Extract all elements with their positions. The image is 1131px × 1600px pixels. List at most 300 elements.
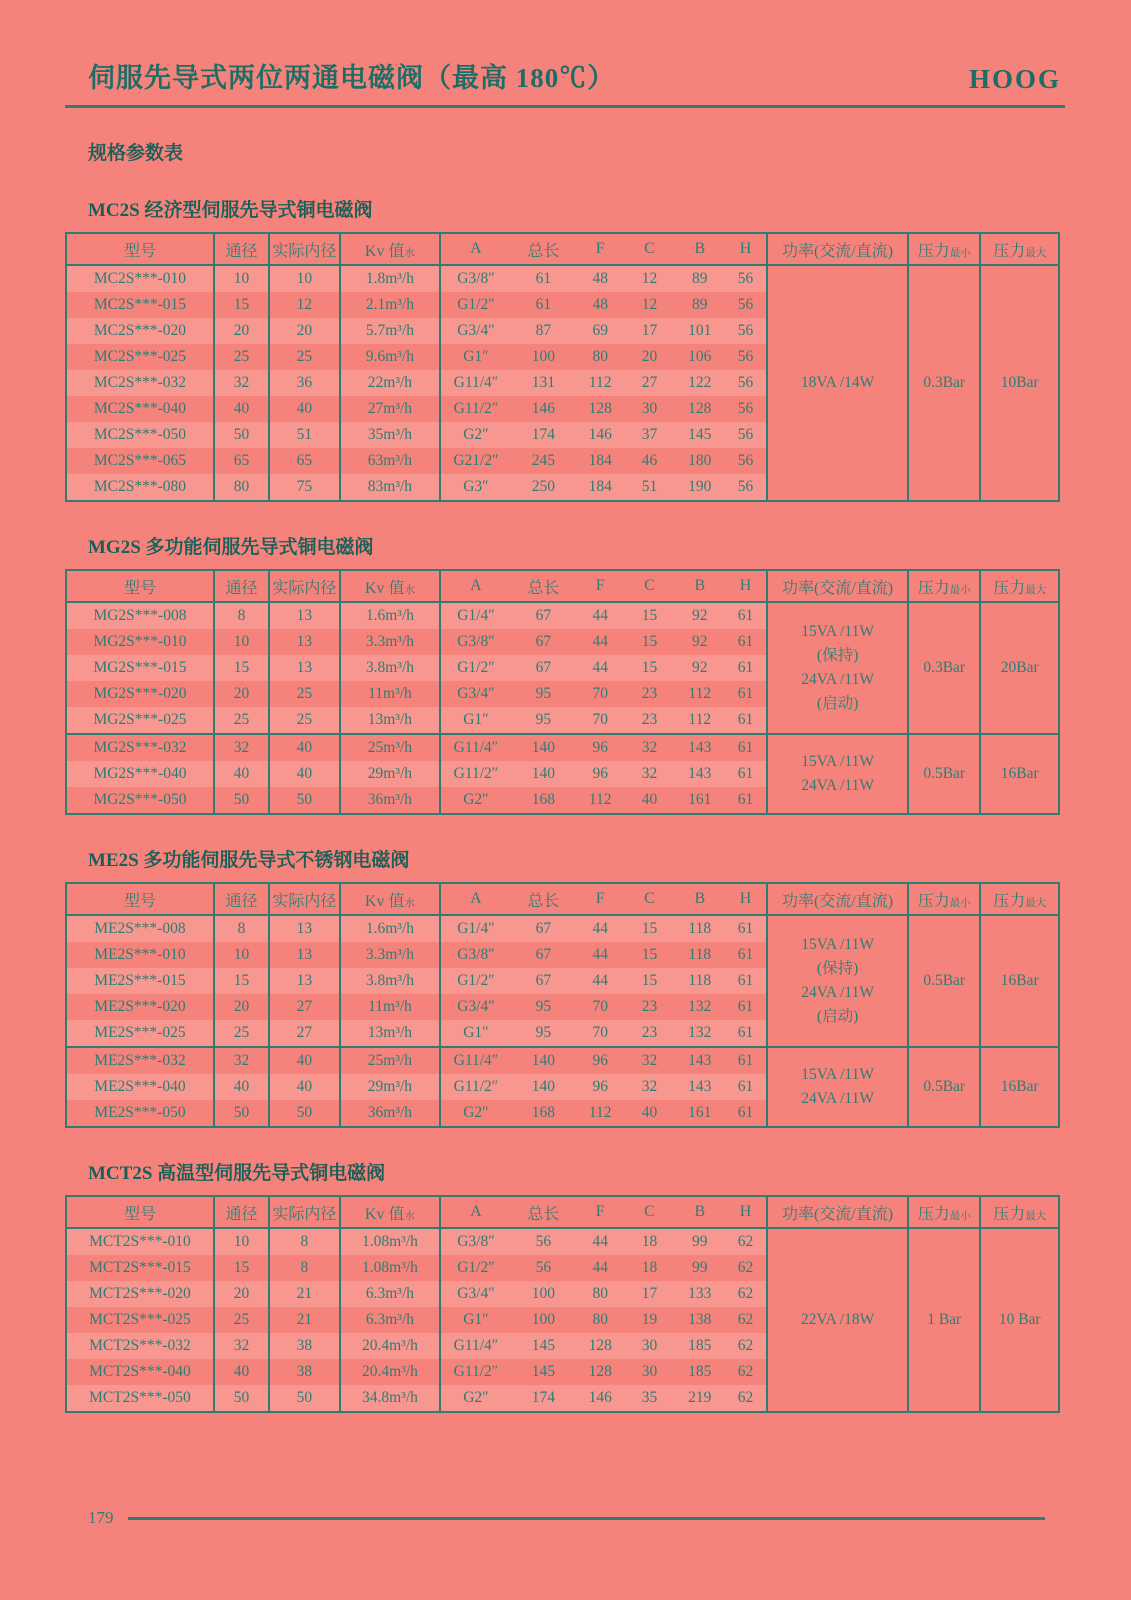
col-header-dim-c: C <box>624 1196 674 1228</box>
table-mount-mg2s <box>65 569 1065 815</box>
cell-dim-c: 30 <box>624 1333 674 1359</box>
cell-dim-f: 184 <box>576 474 624 501</box>
cell-pressure-max: 16Bar <box>980 915 1059 1047</box>
cell-dim-c: 46 <box>641 452 658 469</box>
cell-dim-total-length: 95 <box>535 998 552 1015</box>
cell-dn: 25 <box>214 707 269 734</box>
cell-dim-total-length: 100 <box>531 1311 555 1328</box>
spec-table <box>65 1195 1060 1413</box>
cell-pressure-max: 10 Bar <box>980 1228 1059 1412</box>
header-divider <box>65 105 1065 108</box>
cell-inner-diameter: 25 <box>269 344 339 370</box>
table-row <box>66 734 1059 761</box>
cell-dim-f: 44 <box>576 915 624 942</box>
cell-model: MC2S***-080 <box>66 474 214 501</box>
cell-dim-f: 44 <box>576 1228 624 1255</box>
cell-dim-c: 15 <box>624 655 674 681</box>
cell-inner-diameter: 40 <box>269 1074 339 1100</box>
cell-inner-diameter: 10 <box>269 265 339 292</box>
cell-inner-diameter: 50 <box>269 787 339 814</box>
cell-pressure-min: 0.5Bar <box>908 734 980 814</box>
cell-kv: 3.8m³/h <box>340 655 441 681</box>
cell-dim-c: 40 <box>641 1104 658 1121</box>
cell-model: MC2S***-015 <box>93 296 187 313</box>
col-header-power: 功率(交流/直流) <box>767 570 908 602</box>
cell-model: ME2S***-015 <box>66 968 214 994</box>
cell-dim-f: 80 <box>592 348 608 365</box>
cell-dim-c: 12 <box>641 296 658 313</box>
cell-dim-c: 20 <box>641 348 658 365</box>
cell-dim-total-length: 131 <box>511 370 576 396</box>
cell-kv: 35m³/h <box>340 422 441 448</box>
cell-inner-diameter: 13 <box>269 942 339 968</box>
cell-inner-diameter: 38 <box>269 1359 339 1385</box>
cell-kv: 6.3m³/h <box>340 1307 441 1333</box>
cell-dim-h: 56 <box>725 318 767 344</box>
cell-kv: 20.4m³/h <box>340 1333 441 1359</box>
cell-model: ME2S***-010 <box>94 946 186 963</box>
table-row <box>66 1047 1059 1074</box>
cell-dim-b: 118 <box>675 968 725 994</box>
cell-model: MC2S***-065 <box>93 452 187 469</box>
cell-model: MCT2S***-032 <box>66 1333 214 1359</box>
cell-dim-total-length: 67 <box>511 915 576 942</box>
col-header-dim-total-length: 总长 <box>511 233 576 265</box>
cell-dim-f: 146 <box>576 422 624 448</box>
cell-inner-diameter: 21 <box>269 1281 339 1307</box>
cell-dim-b: 92 <box>675 655 725 681</box>
cell-dim-c: 23 <box>641 998 658 1015</box>
cell-power: 15VA /11W 24VA /11W <box>767 734 908 814</box>
cell-dim-h: 61 <box>725 602 767 629</box>
cell-dn: 20 <box>214 318 269 344</box>
col-header-power: 功率(交流/直流) <box>767 233 908 265</box>
cell-dim-f: 70 <box>592 998 608 1015</box>
cell-dim-h: 61 <box>725 968 767 994</box>
cell-kv: 11m³/h <box>340 681 441 707</box>
cell-kv: 1.08m³/h <box>340 1228 441 1255</box>
cell-power: 15VA /11W (保持) 24VA /11W (启动) <box>767 915 908 1047</box>
cell-dim-total-length: 140 <box>511 761 576 787</box>
col-header-dim-b: B <box>675 233 725 265</box>
cell-dim-a: G1/4″ <box>440 602 510 629</box>
cell-dim-c: 37 <box>624 422 674 448</box>
cell-dim-h: 61 <box>725 1074 767 1100</box>
cell-dim-h: 61 <box>725 707 767 734</box>
table-row <box>66 1228 1059 1255</box>
footer-line <box>128 1517 1046 1520</box>
cell-dim-a: G3/8″ <box>440 942 510 968</box>
cell-pressure-min: 0.5Bar <box>908 1047 980 1127</box>
cell-model: MG2S***-025 <box>66 707 214 734</box>
cell-dim-b: 89 <box>675 265 725 292</box>
col-header-model: 型号 <box>66 1196 214 1228</box>
cell-model: ME2S***-020 <box>94 998 186 1015</box>
page-title: 伺服先导式两位两通电磁阀（最高 180℃） <box>88 63 616 93</box>
cell-inner-diameter: 13 <box>269 629 339 655</box>
spec-table <box>65 882 1060 1128</box>
cell-dim-total-length: 140 <box>511 734 576 761</box>
cell-kv: 3.3m³/h <box>340 629 441 655</box>
table-row <box>66 265 1059 292</box>
cell-dim-h: 61 <box>725 1020 767 1047</box>
col-header-dim-a: A <box>440 233 510 265</box>
col-header-dim-b: B <box>675 883 725 915</box>
cell-pressure-max: 16Bar <box>980 734 1059 814</box>
cell-inner-diameter: 50 <box>269 1385 339 1412</box>
col-header-pressure-min: 压力最小 <box>908 570 980 602</box>
cell-pressure-max: 20Bar <box>980 602 1059 734</box>
cell-kv: 1.8m³/h <box>340 265 441 292</box>
col-header-inner-diameter: 实际内径 <box>269 1196 339 1228</box>
cell-dim-a: G1/2″ <box>440 655 510 681</box>
cell-model: MC2S***-025 <box>93 348 187 365</box>
cell-inner-diameter: 12 <box>269 292 339 318</box>
cell-inner-diameter: 8 <box>269 1228 339 1255</box>
table-mount-mct2s <box>65 1195 1065 1413</box>
cell-dim-a: G11/2″ <box>440 1359 510 1385</box>
cell-dim-c: 12 <box>624 265 674 292</box>
cell-dim-b: 145 <box>675 422 725 448</box>
cell-power: 18VA /14W <box>767 265 908 501</box>
cell-kv: 27m³/h <box>340 396 441 422</box>
cell-inner-diameter: 40 <box>269 761 339 787</box>
cell-dim-f: 48 <box>592 296 608 313</box>
cell-model: MG2S***-010 <box>93 633 187 650</box>
col-header-dim-b: B <box>675 1196 725 1228</box>
cell-dn: 32 <box>214 370 269 396</box>
col-header-inner-diameter: 实际内径 <box>269 570 339 602</box>
cell-dim-b: 161 <box>688 791 712 808</box>
cell-dim-f: 44 <box>576 968 624 994</box>
cell-dim-total-length: 140 <box>511 1074 576 1100</box>
cell-dim-h: 62 <box>725 1385 767 1412</box>
cell-dim-total-length: 56 <box>535 1259 552 1276</box>
cell-dn: 25 <box>214 1307 269 1333</box>
cell-inner-diameter: 25 <box>269 681 339 707</box>
cell-dim-a: G1″ <box>440 1020 510 1047</box>
cell-dim-b: 112 <box>675 707 725 734</box>
cell-dim-total-length: 95 <box>511 707 576 734</box>
col-header-dim-b: B <box>675 570 725 602</box>
spec-table <box>65 232 1060 502</box>
cell-dim-h: 61 <box>737 946 754 963</box>
cell-dn: 15 <box>214 968 269 994</box>
cell-dim-a: G11/2″ <box>440 1074 510 1100</box>
cell-dim-a: G2″ <box>440 1385 510 1412</box>
cell-dim-h: 61 <box>725 1047 767 1074</box>
cell-model: MCT2S***-010 <box>66 1228 214 1255</box>
cell-kv: 13m³/h <box>340 707 441 734</box>
cell-pressure-max: 16Bar <box>980 1047 1059 1127</box>
cell-dim-a: G3/4″ <box>440 1281 510 1307</box>
cell-dim-f: 70 <box>592 685 608 702</box>
cell-dim-h: 62 <box>737 1363 754 1380</box>
cell-dim-f: 44 <box>592 1259 608 1276</box>
cell-dim-a: G11/4″ <box>440 370 510 396</box>
cell-dim-c: 32 <box>624 761 674 787</box>
cell-dn: 25 <box>214 344 269 370</box>
cell-dim-f: 96 <box>576 1047 624 1074</box>
cell-pressure-min: 1 Bar <box>908 1228 980 1412</box>
col-header-kv: Kv 值水 <box>340 233 441 265</box>
cell-dim-c: 17 <box>624 1281 674 1307</box>
col-header-dim-h: H <box>725 233 767 265</box>
cell-model: MG2S***-050 <box>93 791 187 808</box>
cell-dim-b: 118 <box>675 915 725 942</box>
brand-logo: HOOG <box>968 64 1061 94</box>
cell-dim-c: 18 <box>641 1259 658 1276</box>
col-header-power: 功率(交流/直流) <box>767 1196 908 1228</box>
cell-kv: 3.3m³/h <box>340 942 441 968</box>
cell-dim-total-length: 168 <box>531 791 555 808</box>
cell-model: MG2S***-032 <box>66 734 214 761</box>
col-header-dim-c: C <box>624 570 674 602</box>
cell-dim-h: 61 <box>737 685 754 702</box>
cell-model: ME2S***-008 <box>66 915 214 942</box>
col-header-dn: 通径 <box>214 570 269 602</box>
cell-kv: 36m³/h <box>340 787 441 814</box>
cell-inner-diameter: 36 <box>269 370 339 396</box>
col-header-model: 型号 <box>66 570 214 602</box>
cell-dn: 32 <box>214 1047 269 1074</box>
cell-dim-b: 122 <box>675 370 725 396</box>
cell-dim-h: 62 <box>737 1311 754 1328</box>
cell-inner-diameter: 50 <box>269 1100 339 1127</box>
cell-kv: 25m³/h <box>340 734 441 761</box>
cell-dim-total-length: 146 <box>531 400 555 417</box>
cell-dim-a: G3/8″ <box>440 265 510 292</box>
section-heading: 规格参数表 <box>88 143 184 164</box>
cell-dim-f: 112 <box>588 1104 612 1121</box>
cell-inner-diameter: 51 <box>269 422 339 448</box>
cell-dim-b: 112 <box>688 685 712 702</box>
col-header-dim-a: A <box>440 883 510 915</box>
cell-pressure-min: 0.3Bar <box>908 602 980 734</box>
col-header-pressure-max: 压力最大 <box>980 570 1059 602</box>
cell-dim-total-length: 100 <box>531 348 555 365</box>
cell-dim-f: 96 <box>576 1074 624 1100</box>
col-header-dn: 通径 <box>214 883 269 915</box>
cell-inner-diameter: 38 <box>269 1333 339 1359</box>
cell-dim-b: 106 <box>688 348 712 365</box>
cell-dn: 65 <box>214 448 269 474</box>
cell-dim-c: 17 <box>624 318 674 344</box>
cell-kv: 63m³/h <box>340 448 441 474</box>
cell-dim-f: 70 <box>576 707 624 734</box>
cell-dim-f: 96 <box>576 761 624 787</box>
table-row <box>66 602 1059 629</box>
cell-pressure-min: 0.3Bar <box>908 265 980 501</box>
spec-table <box>65 569 1060 815</box>
cell-dim-b: 143 <box>675 1074 725 1100</box>
cell-dim-f: 184 <box>588 452 612 469</box>
cell-dim-c: 15 <box>624 968 674 994</box>
col-header-dim-c: C <box>624 233 674 265</box>
cell-dim-total-length: 140 <box>511 1047 576 1074</box>
cell-dim-b: 219 <box>675 1385 725 1412</box>
cell-dim-h: 61 <box>737 791 754 808</box>
cell-model: MC2S***-020 <box>66 318 214 344</box>
cell-power: 15VA /11W (保持) 24VA /11W (启动) <box>767 602 908 734</box>
cell-dim-total-length: 67 <box>535 633 552 650</box>
col-header-pressure-max: 压力最大 <box>980 1196 1059 1228</box>
cell-dim-c: 51 <box>624 474 674 501</box>
cell-dim-h: 62 <box>725 1333 767 1359</box>
cell-dim-a: G3/4″ <box>440 318 510 344</box>
col-header-dn: 通径 <box>214 233 269 265</box>
cell-kv: 29m³/h <box>340 1074 441 1100</box>
cell-inner-diameter: 20 <box>269 318 339 344</box>
cell-kv: 34.8m³/h <box>340 1385 441 1412</box>
cell-dim-total-length: 67 <box>511 602 576 629</box>
cell-kv: 36m³/h <box>340 1100 441 1127</box>
cell-model: MG2S***-015 <box>66 655 214 681</box>
cell-dim-a: G11/4″ <box>440 1047 510 1074</box>
cell-dn: 80 <box>214 474 269 501</box>
cell-dim-c: 15 <box>624 602 674 629</box>
cell-dim-total-length: 87 <box>511 318 576 344</box>
cell-dim-c: 35 <box>624 1385 674 1412</box>
cell-kv: 9.6m³/h <box>340 344 441 370</box>
cell-inner-diameter: 25 <box>269 707 339 734</box>
cell-kv: 5.7m³/h <box>340 318 441 344</box>
cell-kv: 83m³/h <box>340 474 441 501</box>
col-header-dim-h: H <box>725 1196 767 1228</box>
cell-dim-b: 99 <box>675 1228 725 1255</box>
table-title-mct2s: MCT2S 高温型伺服先导式铜电磁阀 <box>88 1163 386 1184</box>
cell-dim-f: 44 <box>576 655 624 681</box>
cell-dim-total-length: 56 <box>511 1228 576 1255</box>
cell-inner-diameter: 13 <box>269 655 339 681</box>
cell-dim-b: 190 <box>675 474 725 501</box>
cell-dim-h: 56 <box>737 452 754 469</box>
cell-dim-a: G1″ <box>440 1307 510 1333</box>
header-row <box>66 883 1059 915</box>
cell-dim-c: 40 <box>641 791 658 808</box>
cell-dim-a: G3/4″ <box>440 681 510 707</box>
cell-dim-c: 30 <box>641 400 658 417</box>
cell-dim-total-length: 67 <box>511 968 576 994</box>
table-title-mc2s: MC2S 经济型伺服先导式铜电磁阀 <box>88 200 373 221</box>
cell-dim-a: G11/4″ <box>440 1333 510 1359</box>
cell-kv: 2.1m³/h <box>340 292 441 318</box>
col-header-inner-diameter: 实际内径 <box>269 883 339 915</box>
cell-kv: 25m³/h <box>340 1047 441 1074</box>
cell-dn: 10 <box>214 265 269 292</box>
col-header-dim-total-length: 总长 <box>511 570 576 602</box>
cell-dim-a: G3/8″ <box>440 1228 510 1255</box>
cell-dim-b: 185 <box>675 1333 725 1359</box>
cell-model: MC2S***-040 <box>93 400 187 417</box>
cell-dn: 32 <box>214 1333 269 1359</box>
header-row <box>66 570 1059 602</box>
cell-dim-c: 15 <box>624 915 674 942</box>
cell-kv: 6.3m³/h <box>340 1281 441 1307</box>
cell-dn: 50 <box>214 1385 269 1412</box>
cell-dim-f: 128 <box>588 1363 612 1380</box>
cell-dim-h: 61 <box>737 998 754 1015</box>
cell-dim-b: 132 <box>688 998 712 1015</box>
cell-dn: 15 <box>214 1255 269 1281</box>
cell-inner-diameter: 13 <box>269 915 339 942</box>
col-header-dim-total-length: 总长 <box>511 1196 576 1228</box>
page-footer <box>88 1508 1045 1528</box>
cell-dim-h: 61 <box>725 915 767 942</box>
cell-dim-f: 80 <box>576 1281 624 1307</box>
cell-model: MCT2S***-025 <box>89 1311 191 1328</box>
cell-power: 15VA /11W 24VA /11W <box>767 1047 908 1127</box>
cell-inner-diameter: 27 <box>269 994 339 1020</box>
col-header-inner-diameter: 实际内径 <box>269 233 339 265</box>
cell-dim-c: 15 <box>641 946 658 963</box>
cell-dim-total-length: 67 <box>535 946 552 963</box>
col-header-dim-total-length: 总长 <box>511 883 576 915</box>
cell-dim-c: 18 <box>624 1228 674 1255</box>
cell-dim-a: G3/8″ <box>440 629 510 655</box>
cell-dim-b: 92 <box>675 602 725 629</box>
cell-dim-c: 32 <box>624 734 674 761</box>
cell-kv: 11m³/h <box>340 994 441 1020</box>
cell-dim-total-length: 61 <box>535 296 552 313</box>
cell-dim-f: 70 <box>576 1020 624 1047</box>
cell-dim-total-length: 168 <box>531 1104 555 1121</box>
header-row <box>66 1196 1059 1228</box>
cell-model: MCT2S***-020 <box>66 1281 214 1307</box>
cell-dn: 50 <box>214 787 269 814</box>
col-header-kv: Kv 值水 <box>340 883 441 915</box>
cell-pressure-max: 10Bar <box>980 265 1059 501</box>
cell-dn: 8 <box>214 915 269 942</box>
cell-kv: 29m³/h <box>340 761 441 787</box>
cell-dn: 50 <box>214 422 269 448</box>
cell-dim-h: 62 <box>737 1259 754 1276</box>
cell-dim-h: 56 <box>737 400 754 417</box>
cell-inner-diameter: 40 <box>269 734 339 761</box>
cell-dim-a: G1″ <box>440 344 510 370</box>
cell-dim-h: 56 <box>725 370 767 396</box>
cell-dim-total-length: 250 <box>511 474 576 501</box>
cell-dim-c: 32 <box>624 1047 674 1074</box>
cell-inner-diameter: 8 <box>269 1255 339 1281</box>
cell-dim-f: 112 <box>588 791 612 808</box>
cell-dim-f: 48 <box>576 265 624 292</box>
cell-dim-h: 61 <box>737 633 754 650</box>
cell-dim-f: 80 <box>592 1311 608 1328</box>
cell-model: MC2S***-010 <box>66 265 214 292</box>
cell-dim-b: 133 <box>675 1281 725 1307</box>
cell-dim-b: 132 <box>675 1020 725 1047</box>
col-header-dim-f: F <box>576 233 624 265</box>
cell-dim-f: 44 <box>576 602 624 629</box>
cell-dim-a: G2″ <box>440 1100 510 1127</box>
cell-dim-c: 27 <box>624 370 674 396</box>
cell-dim-total-length: 100 <box>511 1281 576 1307</box>
cell-dim-a: G1/2″ <box>440 292 510 318</box>
col-header-power: 功率(交流/直流) <box>767 883 908 915</box>
cell-dim-b: 118 <box>688 946 712 963</box>
cell-dim-a: G11/2″ <box>440 761 510 787</box>
col-header-model: 型号 <box>66 883 214 915</box>
cell-dim-h: 62 <box>725 1228 767 1255</box>
col-header-dim-h: H <box>725 570 767 602</box>
cell-dn: 10 <box>214 942 269 968</box>
cell-dim-total-length: 95 <box>535 685 552 702</box>
cell-dim-f: 128 <box>588 400 612 417</box>
col-header-pressure-min: 压力最小 <box>908 883 980 915</box>
cell-model: MCT2S***-050 <box>66 1385 214 1412</box>
cell-inner-diameter: 13 <box>269 968 339 994</box>
